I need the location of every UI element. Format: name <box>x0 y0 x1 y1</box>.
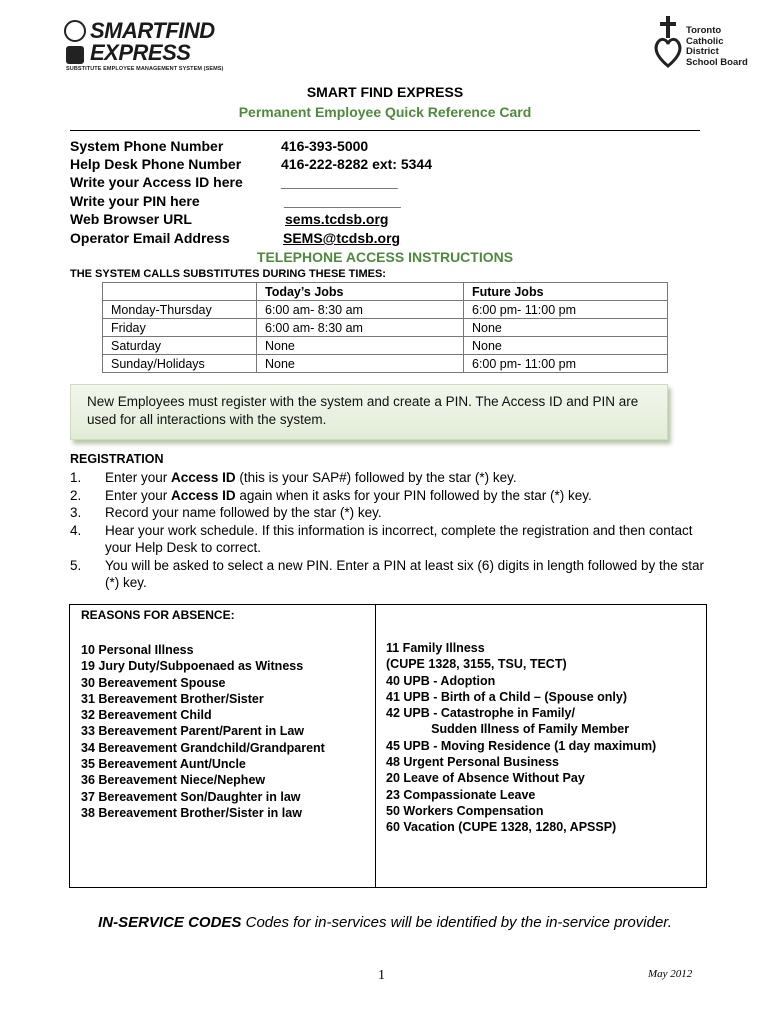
board-name: Toronto Catholic District School Board <box>686 25 748 68</box>
list-item: 41 UPB - Birth of a Child – (Spouse only) <box>386 689 627 704</box>
logo-line2: EXPRESS <box>90 40 191 65</box>
list-item: 10 Personal Illness <box>81 643 194 657</box>
reasons-left-column <box>81 642 325 821</box>
access-id-label: Write your Access ID here <box>70 174 243 190</box>
reasons-divider <box>375 604 376 887</box>
inservice-note <box>0 914 770 931</box>
table-header <box>103 283 257 301</box>
table-cell: 6:00 pm- 11:00 pm <box>464 301 668 319</box>
list-item: 31 Bereavement Brother/Sister <box>81 691 264 706</box>
pin-blank: _______________ <box>284 193 401 209</box>
email-link[interactable]: SEMS@tcdsb.org <box>283 230 401 246</box>
table-cell: 6:00 am- 8:30 am <box>257 301 464 319</box>
web-url-link[interactable]: sems.tcdsb.org <box>285 211 389 227</box>
list-item: 4. Hear your work schedule. If this information is incorrect, complete the registration and then contact your Help Desk to correct. <box>70 522 693 555</box>
table-header: Future Jobs <box>464 283 668 301</box>
registration-heading: REGISTRATION <box>70 452 164 466</box>
cross-heart-icon <box>652 16 684 68</box>
new-employee-callout <box>70 384 668 440</box>
table-cell: Saturday <box>103 337 257 355</box>
tcdsb-logo <box>652 14 762 70</box>
helpdesk-phone-value: 416-222-8282 ext: 5344 <box>281 156 433 172</box>
registration-list <box>70 469 710 592</box>
table-cell: None <box>257 355 464 373</box>
page-number: 1 <box>378 968 385 983</box>
smartfind-express-logo <box>64 20 224 72</box>
table-cell: None <box>464 337 668 355</box>
web-url-label: Web Browser URL <box>70 211 192 227</box>
list-item: 37 Bereavement Son/Daughter in law <box>81 789 301 804</box>
schedule-table <box>102 282 668 373</box>
list-item: 48 Urgent Personal Business <box>386 755 559 770</box>
list-item: 20 Leave of Absence Without Pay <box>386 771 585 786</box>
logo-subtitle: SUBSTITUTE EMPLOYEE MANAGEMENT SYSTEM (SEMS) <box>66 66 224 72</box>
table-row <box>103 355 668 373</box>
calls-heading: THE SYSTEM CALLS SUBSTITUTES DURING THESE TIMES: <box>70 268 386 280</box>
list-item: 5. You will be asked to select a new PIN. Enter a PIN at least six (6) digits in length followed by the star (*) key. <box>70 557 705 590</box>
table-row <box>103 301 668 319</box>
list-item: 32 Bereavement Child <box>81 708 212 723</box>
table-cell: Sunday/Holidays <box>103 355 257 373</box>
table-cell: None <box>464 319 668 337</box>
list-item: 34 Bereavement Grandchild/Grandparent <box>81 740 325 755</box>
inservice-label: IN-SERVICE CODES <box>98 914 242 931</box>
reasons-right-column <box>386 640 656 836</box>
telephone-heading: TELEPHONE ACCESS INSTRUCTIONS <box>256 249 514 265</box>
list-item: (CUPE 1328, 3155, TSU, TECT) <box>386 657 567 672</box>
list-item: 40 UPB - Adoption <box>386 673 496 688</box>
express-mark-icon <box>66 46 84 64</box>
table-cell: None <box>257 337 464 355</box>
table-row <box>103 319 668 337</box>
footer-date: May 2012 <box>648 968 693 980</box>
table-row <box>103 337 668 355</box>
list-item: Sudden Illness of Family Member <box>386 722 630 737</box>
list-item: 38 Bereavement Brother/Sister in law <box>81 805 302 820</box>
list-item: 50 Workers Compensation <box>386 803 544 818</box>
list-item: 30 Bereavement Spouse <box>81 675 226 690</box>
list-item: 42 UPB - Catastrophe in Family/ <box>386 706 575 721</box>
system-phone-value: 416-393-5000 <box>281 138 369 154</box>
divider <box>70 130 700 131</box>
access-id-blank: _______________ <box>281 174 398 190</box>
pin-label: Write your PIN here <box>70 193 200 209</box>
table-header: Today’s Jobs <box>257 283 464 301</box>
page-subtitle: Permanent Employee Quick Reference Card <box>238 104 532 120</box>
list-item: 19 Jury Duty/Subpoenaed as Witness <box>81 659 304 674</box>
inservice-text: Codes for in-services will be identified by the in-service provider. <box>241 914 672 931</box>
email-label: Operator Email Address <box>70 230 230 246</box>
list-item: 36 Bereavement Niece/Nephew <box>81 773 266 788</box>
list-item: 45 UPB - Moving Residence (1 day maximum) <box>386 738 657 753</box>
list-item: 11 Family Illness <box>386 641 485 655</box>
helpdesk-phone-label: Help Desk Phone Number <box>70 156 242 172</box>
reasons-heading: REASONS FOR ABSENCE: <box>81 608 235 622</box>
system-phone-label: System Phone Number <box>70 138 224 154</box>
table-cell: 6:00 am- 8:30 am <box>257 319 464 337</box>
callout-text: New Employees must register with the system and create a PIN. The Access ID and PIN are used for all interactions with the system. <box>87 394 639 427</box>
table-header-row <box>103 283 668 301</box>
list-item: 33 Bereavement Parent/Parent in Law <box>81 724 305 739</box>
page-title: SMART FIND EXPRESS <box>306 84 464 100</box>
logo-line1: SMARTFIND <box>90 18 215 43</box>
list-item: 3. Record your name followed by the star (*) key. <box>70 505 382 520</box>
table-cell: Friday <box>103 319 257 337</box>
smartfind-mark-icon <box>64 20 86 42</box>
list-item: 2. Enter your Access ID again when it asks for your PIN followed by the star (*) key. <box>70 487 592 503</box>
table-cell: 6:00 pm- 11:00 pm <box>464 355 668 373</box>
table-cell: Monday-Thursday <box>103 301 257 319</box>
list-item: 60 Vacation (CUPE 1328, 1280, APSSP) <box>386 820 617 835</box>
list-item: 23 Compassionate Leave <box>386 787 536 802</box>
list-item: 1. Enter your Access ID (this is your SAP#) followed by the star (*) key. <box>70 470 517 485</box>
list-item: 35 Bereavement Aunt/Uncle <box>81 757 246 772</box>
